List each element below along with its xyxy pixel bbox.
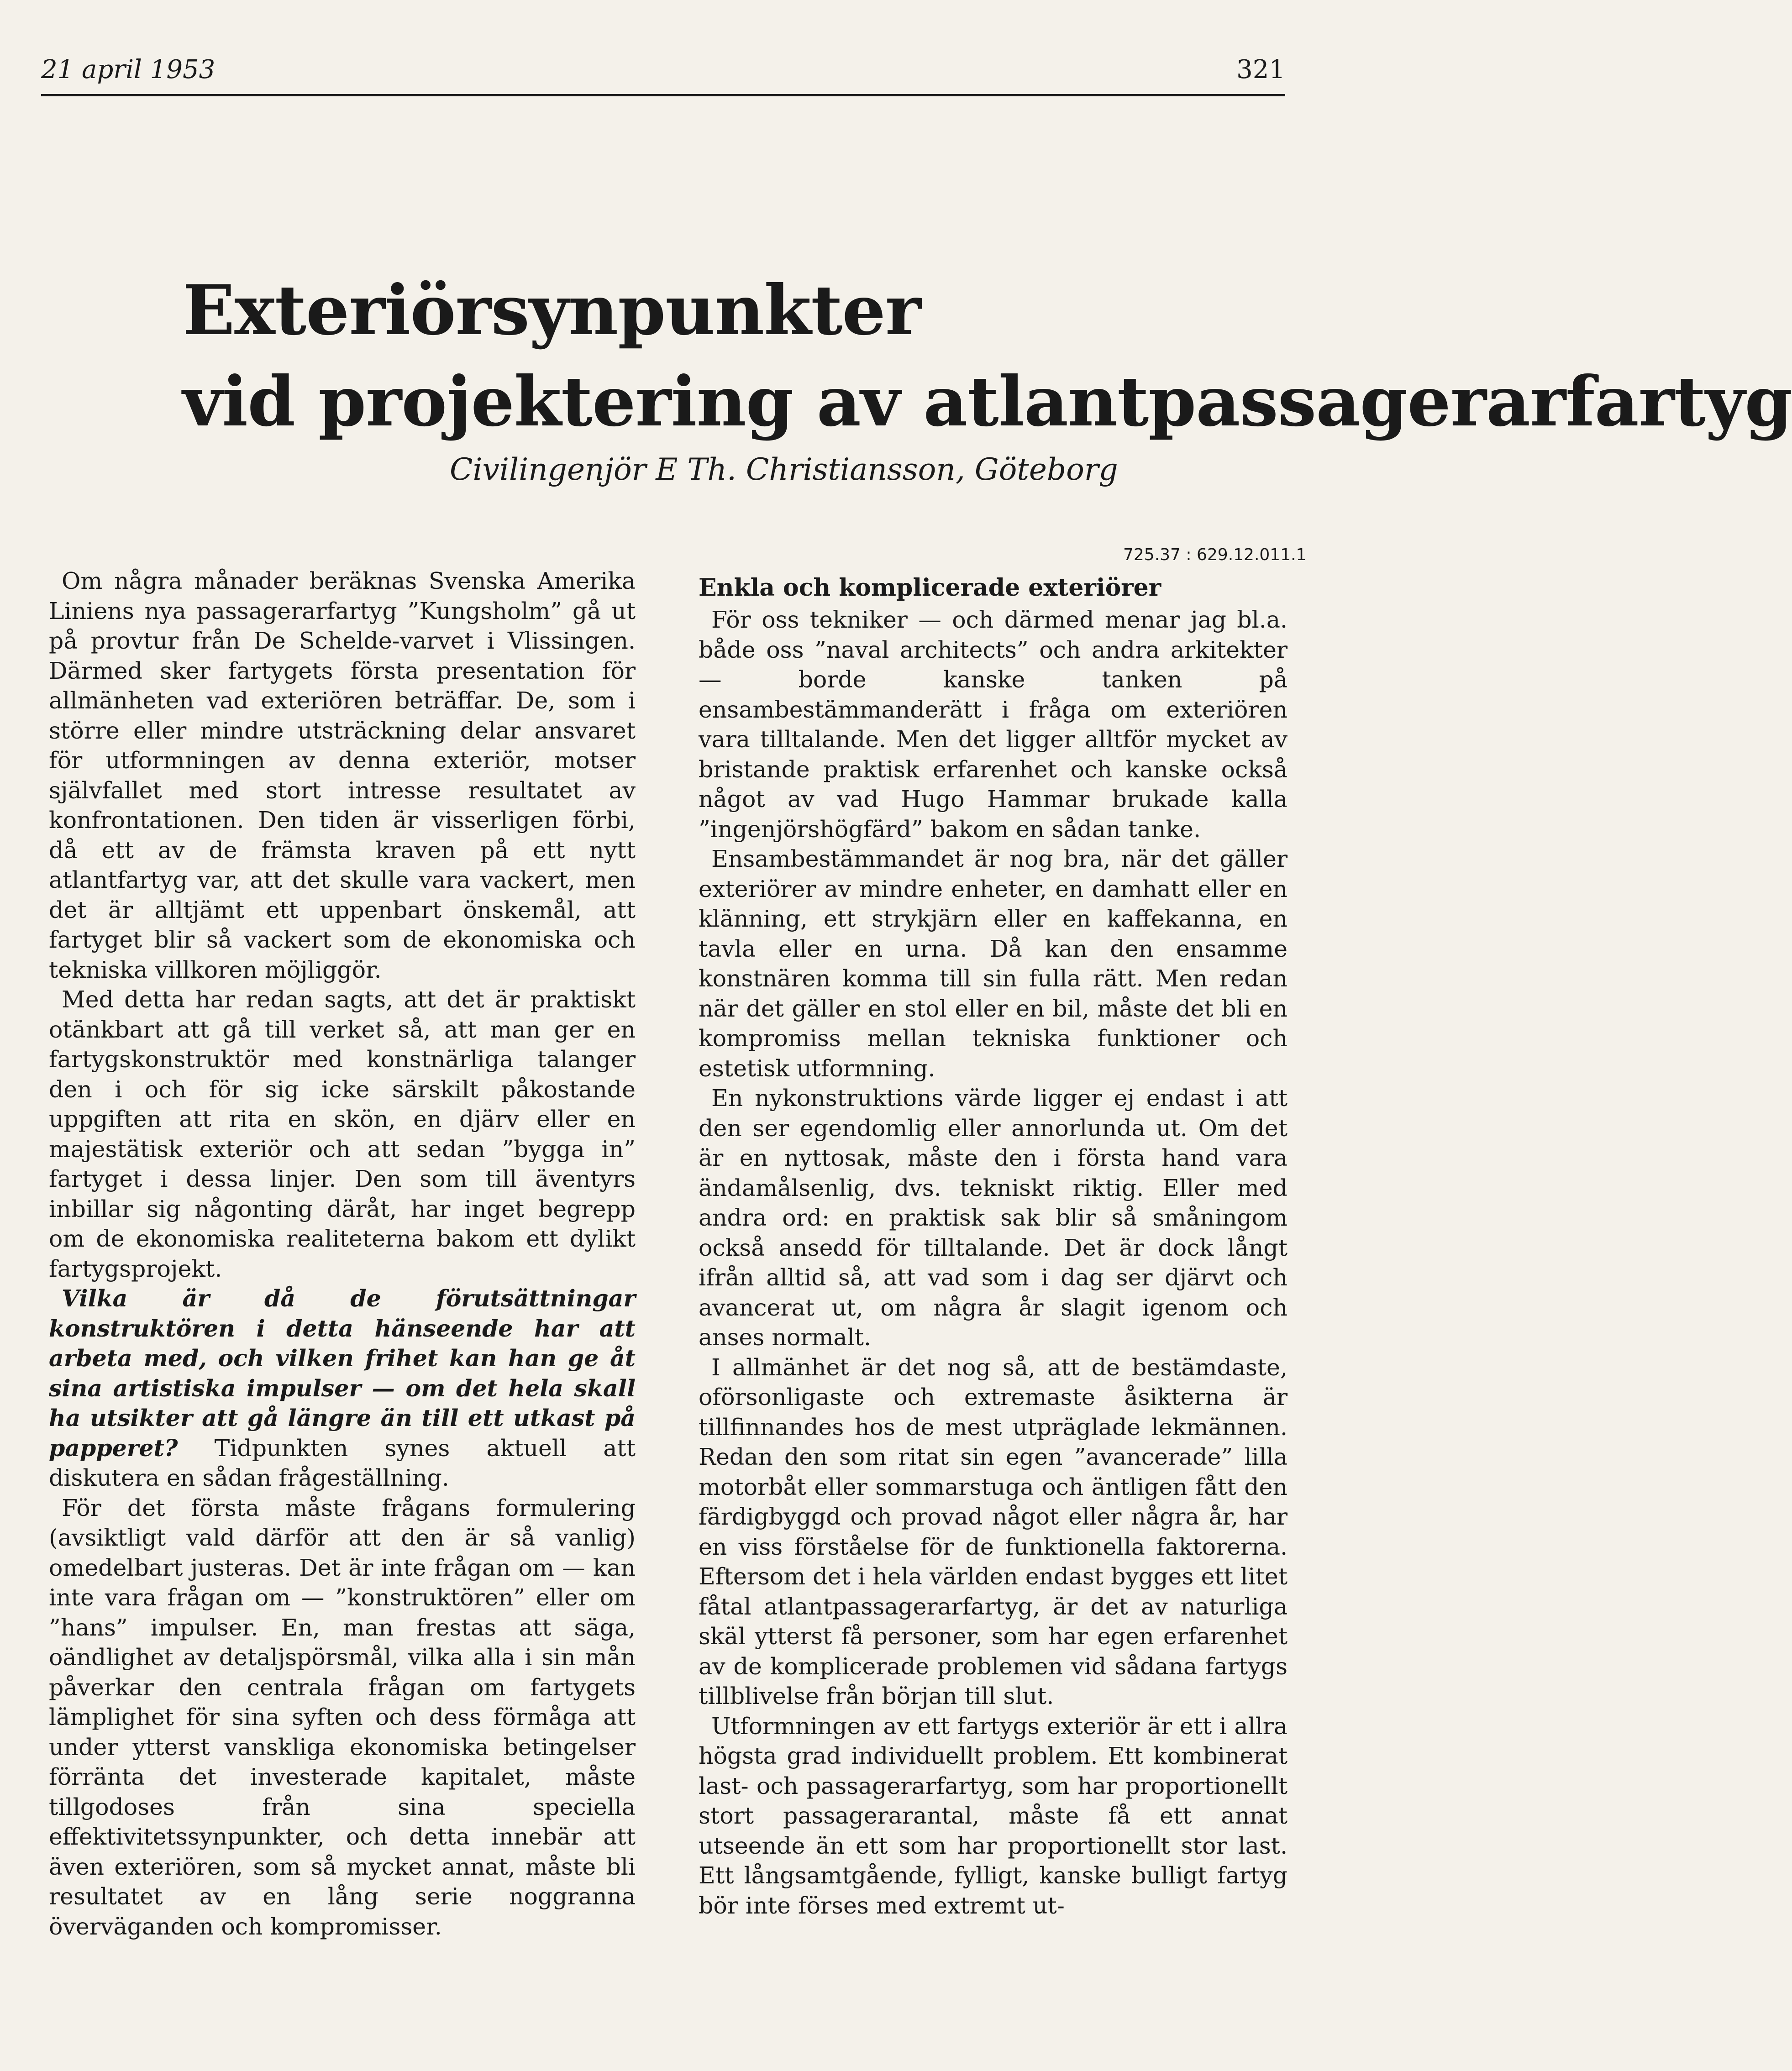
italic-question: Vilka är då de förutsättningar konstruktören i detta hänseende har att arbeta med, och vilken frihet kan han ge åt sina artistiska impulser — om det hela skall ha utsikter att gå längre än till ett utkast på papperet?	[49, 1285, 636, 1462]
paragraph: För oss tekniker — och därmed menar jag bl.a. både oss ”naval architects” och andra arkitekter — borde kanske tanken på ensambestämmanderätt i fråga om exteriören vara tilltalande. Men det ligger alltför mycket av bristande praktisk erfarenhet och kanske också något av vad Hugo Hammar brukade kalla ”ingenjörshögfärd” bakom en sådan tanke.	[699, 606, 1288, 843]
left-column	[49, 566, 636, 1941]
paragraph: Utformningen av ett fartygs exteriör är ett i allra högsta grad individuellt problem. Ett kombinerat last- och passagerarfartyg, som har proportionellt stort passagerarantal, måste få ett annat utseende än ett som har proportionellt stor last. Ett långsamtgående, fylligt, kanske bulligt fartyg bör inte förses med extremt ut-	[699, 1712, 1288, 1919]
udc-classification: 725.37 : 629.12.011.1	[1123, 545, 1307, 564]
page-number: 321	[1236, 55, 1285, 84]
paragraph: För det första måste frågans formulering (avsiktligt vald därför att den är så vanlig) omedelbart justeras. Det är inte frågan om — kan inte vara frågan om — ”konstruktören” eller om ”hans” impulser. En, man frestas att säga, oändlighet av detaljspörsmål, vilka alla i sin mån påverkar den centrala frågan om fartygets lämplighet för sina syften och dess förmåga att under ytterst vanskliga ekonomiska betingelser förränta det investerade kapitalet, måste tillgodoses från sina speciella effektivitetssynpunkter, och detta innebär att även exteriören, som så mycket annat, måste bli resultatet av en lång serie noggranna överväganden och kompromisser.	[49, 1494, 636, 1940]
title-line-2: vid projektering av atlantpassagerarfartyg	[183, 362, 1792, 442]
paragraph-continuation: Tidpunkten synes aktuell att diskutera en sådan frågeställning.	[49, 1434, 636, 1491]
paragraph	[49, 1284, 636, 1493]
header-rule	[41, 94, 1285, 96]
author-byline: Civilingenjör E Th. Christiansson, Göteborg	[450, 452, 1118, 487]
paragraph: En nykonstruktions värde ligger ej endast i att den ser egendomlig eller annorlunda ut. Om det är en nyttosak, måste den i första hand vara ändamålsenlig, dvs. tekniskt riktig. Eller med andra ord: en praktisk sak blir så småningom också ansedd för tilltalande. Det är dock långt ifrån alltid så, att vad som i dag ser djärvt och avancerat ut, om några år slagit igenom och anses normalt.	[699, 1085, 1288, 1351]
section-heading: Enkla och komplicerade exteriörer	[699, 574, 1161, 602]
right-column	[699, 573, 1288, 1920]
title-line-1: Exteriörsynpunkter	[183, 270, 921, 351]
issue-date: 21 april 1953	[41, 55, 215, 84]
paragraph: Med detta har redan sagts, att det är praktiskt otänkbart att gå till verket så, att man ger en fartygskonstruktör med konstnärliga talanger den i och för sig icke särskilt påkostande uppgiften att rita en skön, en djärv eller en majestätisk exteriör och att sedan ”bygga in” fartyget i dessa linjer. Den som till äventyrs inbillar sig någonting däråt, har inget begrepp om de ekonomiska realiteterna bakom ett dylikt fartygsprojekt.	[49, 986, 636, 1282]
paragraph: Ensambestämmandet är nog bra, när det gäller exteriörer av mindre enheter, en damhatt eller en klänning, ett strykjärn eller en kaffekanna, en tavla eller en urna. Då kan den ensamme konstnären komma till sin fulla rätt. Men redan när det gäller en stol eller en bil, måste det bli en kompromiss mellan tekniska funktioner och estetisk utformning.	[699, 845, 1288, 1082]
page-header	[41, 50, 1285, 96]
paragraph: I allmänhet är det nog så, att de bestämdaste, oförsonligaste och extremaste åsikterna är tillfinnandes hos de mest utpräglade lekmännen. Redan den som ritat sin egen ”avancerade” lilla motorbåt eller sommarstuga och äntligen fått den färdigbyggd och provad något eller några år, har en viss förståelse för de funktionella faktorerna. Eftersom det i hela världen endast bygges ett litet fåtal atlantpassagerarfartyg, är det av naturliga skäl ytterst få personer, som har egen erfarenhet av de komplicerade problemen vid sådana fartygs tillblivelse från början till slut.	[699, 1353, 1288, 1709]
paragraph: Om några månader beräknas Svenska Amerika Liniens nya passagerarfartyg ”Kungsholm” gå ut på provtur från De Schelde-varvet i Vlissingen. Därmed sker fartygets första presentation för allmänheten vad exteriören beträffar. De, som i större eller mindre utsträckning delar ansvaret för utformningen av denna exteriör, motser självfallet med stort intresse resultatet av konfrontationen. Den tiden är visserligen förbi, då ett av de främsta kraven på ett nytt atlantfartyg var, att det skulle vara vackert, men det är alltjämt ett uppenbart önskemål, att fartyget blir så vackert som de ekonomiska och tekniska villkoren möjliggör.	[49, 567, 636, 983]
article-title	[183, 265, 1792, 447]
